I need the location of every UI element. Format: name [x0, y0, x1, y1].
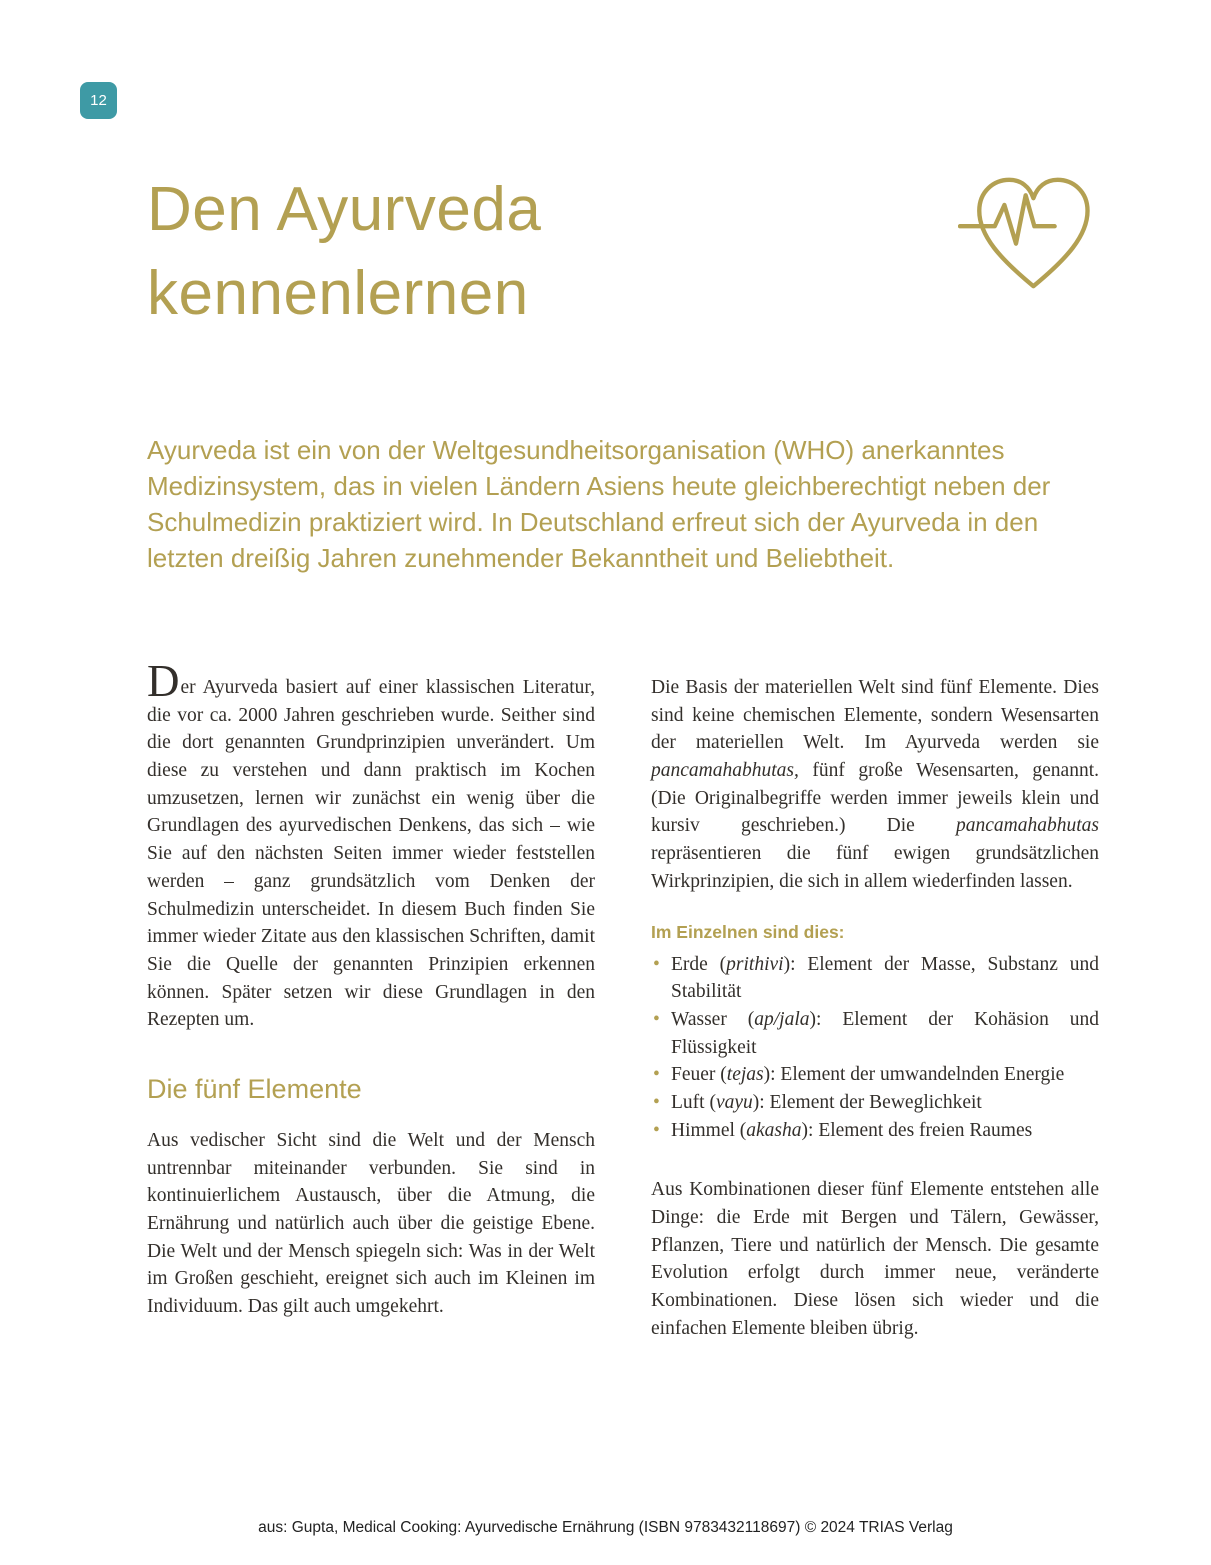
paragraph-literature [147, 656, 595, 1034]
paragraph-combinations: Aus Kombinationen dieser fünf Elemente entstehen alle Dinge: die Erde mit Bergen und Tälern, Gewässer, Pflanzen, Tiere und natürlich der Mensch. Die gesamte Evolution erfolgt durch immer neue, veränderte Kombinationen. Diese lösen sich wieder und die einfachen Elemente bleiben übrig. [651, 1179, 1099, 1339]
intro-paragraph: Ayurveda ist ein von der Weltgesundheitsorganisation (WHO) anerkanntes Medizinsystem, das in vielen Ländern Asiens heute gleichberechtigt neben der Schulmedizin praktiziert wird. In Deutschland erfreut sich der Ayurveda in den letzten dreißig Jahren zunehmender Bekanntheit und Beliebtheit. [147, 435, 1051, 573]
section-heading-five-elements: Die fünf Elemente [147, 1073, 362, 1104]
paragraph-five-elements: Die Basis der materiellen Welt sind fünf Elemente. Dies sind keine chemischen Elemente, sondern Wesensarten der materiellen Welt. Im Ayurveda werden sie pancamahabhutas, fünf große Wesensarten, genannt. (Die Originalbegriffe werden immer jeweils klein und kursiv geschrieben.) Die pancamahabhutas repräsentieren die fünf ewigen grundsätzlichen Wirkprinzipien, die sich in allem wiederfinden lassen. [651, 677, 1099, 892]
paragraph-literature-text: er Ayurveda basiert auf einer klassischen Literatur, die vor ca. 2000 Jahren geschrieben wurde. Seither sind die dort genannten Grundprinzipien unverändert. Um diese zu verstehen und dann praktisch im Kochen umzusetzen, lernen wir zunächst ein wenig über die Grundlagen des ayurvedischen Denkens, das sich – wie Sie auf den nächsten Seiten immer wieder feststellen werden – ganz grundsätzlich vom Denken der Schulmedizin unterscheidet. In diesem Buch finden Sie immer wieder Zitate aus den klassischen Schriften, damit Sie die Quelle der genannten Prinzipien erkennen können. Später setzen wir diese Grundlagen in den Rezepten um. [147, 677, 595, 1031]
elements-list [651, 951, 1099, 1145]
list-item-himmel: • Himmel (akasha): Element des freien Raumes [651, 1117, 1099, 1145]
list-heading: Im Einzelnen sind dies: [651, 921, 845, 942]
drop-cap: D [147, 656, 180, 706]
page-title [147, 168, 541, 335]
page-number: 12 [90, 92, 107, 109]
list-item-luft: • Luft (vayu): Element der Beweglichkeit [651, 1089, 1099, 1117]
heart-pulse-icon [958, 170, 1103, 296]
page-number-badge [80, 82, 117, 119]
list-item-erde: • Erde (prithivi): Element der Masse, Substanz und Stabilität [651, 951, 1099, 1006]
page-title-line1: Den Ayurveda [147, 175, 542, 244]
body-columns [147, 656, 1099, 1342]
right-column [651, 674, 1099, 1342]
left-column [147, 656, 595, 1342]
list-item-feuer: • Feuer (tejas): Element der umwandelnden Energie [651, 1061, 1099, 1089]
list-item-wasser: • Wasser (ap/jala): Element der Kohäsion und Flüssigkeit [651, 1006, 1099, 1061]
page-title-line2: kennenlernen [147, 258, 529, 328]
footer-credit: aus: Gupta, Medical Cooking: Ayurvedische Ernährung (ISBN 9783432118697) © 2024 TRIAS Verlag [258, 1519, 953, 1536]
paragraph-vedic-view: Aus vedischer Sicht sind die Welt und der Mensch untrennbar miteinander verbunden. Sie sind in kontinuierlichem Austausch, über die Atmung, die Ernährung und natürlich auch über die geistige Ebene. Die Welt und der Mensch spiegeln sich: Was in der Welt im Großen geschieht, ereignet sich auch im Kleinen im Individuum. Das gilt auch umgekehrt. [147, 1129, 595, 1318]
